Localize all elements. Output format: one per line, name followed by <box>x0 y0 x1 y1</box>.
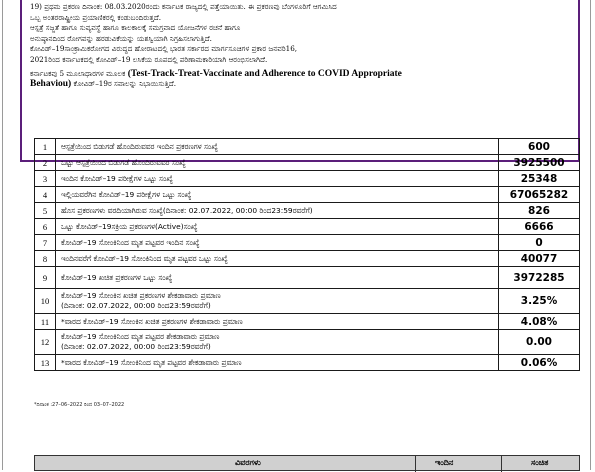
intro-line: ಕೋವಿಡ್–19ಸಾಂಕ್ರಾಮಿಕರೋಗದ ವಿರುದ್ಧದ ಹೋರಾಟದಲ್ಲಿ ಭಾರತ ಸರ್ಕಾರದ ಮಾರ್ಗಸೂಚಿಗಳ ಪ್ರಕಾರ ಜನವರಿ16, <box>30 44 298 54</box>
row-number: 6 <box>35 219 56 235</box>
row-number: 5 <box>35 203 56 219</box>
header-total: ಸಂಚಿತ <box>531 458 549 467</box>
row-number: 9 <box>35 267 56 289</box>
stats-row <box>35 251 580 267</box>
row-description <box>56 289 499 314</box>
stats-table <box>34 138 580 371</box>
row-number: 12 <box>35 330 56 355</box>
row-value: 0.06% <box>499 355 580 371</box>
description-line: ಕೋವಿಡ್–19 ಸೋಂಕಿನಿಂದ ಮೃತ ಪಟ್ಟವರ ಶೇಕಡಾವಾರು ಪ್ರಮಾಣ <box>61 332 220 341</box>
row-number: 4 <box>35 187 56 203</box>
row-description <box>56 314 499 330</box>
description-line: (ದಿನಾಂಕ: 02.07.2022, 00:00 ರಿಂದ23:59ರವರೆಗೆ) <box>61 342 211 351</box>
stats-row <box>35 355 580 371</box>
row-number: 2 <box>35 155 56 171</box>
row-description <box>56 330 499 355</box>
stats-row <box>35 330 580 355</box>
intro-line-suffix: ಕೋವಿಡ್–19ರ ಸವಾಲನ್ನು ನಿಭಾಯಿಸುತ್ತಿದೆ. <box>73 79 177 89</box>
row-value: 3972285 <box>499 267 580 289</box>
stats-row <box>35 171 580 187</box>
description-line: ಆಸ್ಪತ್ರೆಯಿಂದ ಬಿಡುಗಡೆ ಹೊಂದಿರುವವರ ಇಂದಿನ ಪ್ರಕರಣಗಳ ಸಂಖ್ಯೆ <box>61 141 218 151</box>
description-line: ಇಲ್ಲಿಯವರೆಗಿನ ಕೋವಿಡ್–19 ಪರೀಕ್ಷೆಗಳ ಒಟ್ಟು ಸಂಖ್ಯೆ <box>61 189 192 199</box>
row-value: 3.25% <box>499 289 580 314</box>
description-line: (ದಿನಾಂಕ: 02.07.2022, 00:00 ರಿಂದ23:59ರವರೆಗೆ) <box>61 301 211 310</box>
row-number: 3 <box>35 171 56 187</box>
intro-line-prefix: ಕರ್ನಾಟಕವು 5 ಮೂಲಾಧಾರಗಳ ಮೂಲಕ <box>30 68 126 78</box>
stats-row <box>35 155 580 171</box>
row-description <box>56 235 499 251</box>
row-description <box>56 267 499 289</box>
intro-line: ಆಸ್ಪತ್ರೆ ಸಜ್ಜತೆ ಹಾಗೂ ಸುವ್ಯವಸ್ಥೆ ಹಾಗೂ ಕಾಲಕಾಲಕ್ಕೆ ಸಮಗ್ರವಾದ ಯೋಜನೆಗಳ ರಚನೆ ಹಾಗೂ <box>30 23 241 33</box>
row-description <box>56 187 499 203</box>
row-value: 4.08% <box>499 314 580 330</box>
row-number: 1 <box>35 139 56 155</box>
intro-line <box>30 79 570 90</box>
details-table-header <box>34 455 580 471</box>
row-value: 67065282 <box>499 187 580 203</box>
description-line: ಕೋವಿಡ್–19 ಸೋಂಕಿನಿಂದ ಮೃತ ಪಟ್ಟವರ ಇಂದಿನ ಸಂಖ್ಯೆ <box>61 237 200 247</box>
row-number: 10 <box>35 289 56 314</box>
row-value: 0.00 <box>499 330 580 355</box>
row-value: 40077 <box>499 251 580 267</box>
row-description <box>56 251 499 267</box>
intro-line: ಒಬ್ಬ ಅಂತರರಾಷ್ಟ್ರೀಯ ಪ್ರಯಾಣಿಕರಲ್ಲಿ ಕಂಡುಬಂದಿರುತ್ತದೆ. <box>30 12 162 22</box>
intro-line <box>30 69 570 80</box>
stats-row <box>35 219 580 235</box>
description-line: *ವಾರದ ಕೋವಿಡ್–19 ಸೋಂಕಿನಿಂದ ಮೃತ ಪಟ್ಟವರ ಶೇಕಡಾವಾರು ಪ್ರಮಾಣ <box>61 357 242 367</box>
stats-row <box>35 203 580 219</box>
description-line: ಕೋವಿಡ್–19 ಸೋಂಕಿನ ಖಚಿತ ಪ್ರಕರಣಗಳ ಶೇಕಡಾವಾರು ಪ್ರಮಾಣ <box>61 291 221 300</box>
row-value: 6666 <box>499 219 580 235</box>
description-line: ಹೊಸ ಪ್ರಕರಣಗಳು ವರದಿಯಾಗಿರುವ ಸಂಖ್ಯೆ(ದಿನಾಂಕ: 02.07.2022, 00:00 ರಿಂದ23:59ರವರೆಗೆ) <box>61 205 313 215</box>
description-line: ಒಟ್ಟು ಕೋವಿಡ್–19ಸಕ್ರಿಯ ಪ್ರಕರಣಗಳ(Active)ಸಂಖ್ಯೆ <box>61 221 198 231</box>
stats-row <box>35 267 580 289</box>
row-description <box>56 171 499 187</box>
row-number: 7 <box>35 235 56 251</box>
intro-line: 19) ಪ್ರಥಮ ಪ್ರಕರಣ ದಿನಾಂಕ: 08.03.2020ರಂದು ಕರ್ನಾಟಕ ರಾಜ್ಯದಲ್ಲಿ ಪತ್ತೆಯಾಯಿತು. ಈ ಪ್ರಕರಣವು ಬೆಂಗಳೂರಿಗೆ ಆಗಮಿಸಿದ <box>30 2 337 11</box>
intro-line-bold: (Test-Track-Treat-Vaccinate and Adherence to COVID Appropriate <box>127 68 402 79</box>
intro-line: 2021ರಿಂದ ಕರ್ನಾಟಕದಲ್ಲಿ ಕೋವಿಡ್–19 ಲಸಿಕೆಯ ರೂಪದಲ್ಲಿ ಪರಿಣಾಮಕಾರಿಯಾಗಿ ಆರಂಭಿಸಲಾಗಿದೆ. <box>30 54 268 64</box>
purple-border-left <box>20 0 22 162</box>
row-number: 13 <box>35 355 56 371</box>
row-value: 826 <box>499 203 580 219</box>
row-number: 8 <box>35 251 56 267</box>
description-line: *ವಾರದ ಕೋವಿಡ್–19 ಸೋಂಕಿನ ಖಚಿತ ಪ್ರಕರಣಗಳ ಶೇಕಡಾವಾರು ಪ್ರಮಾಣ <box>61 316 243 326</box>
header-today: ಇಂದಿನ <box>435 458 454 467</box>
intro-line-bold: Behaviou) <box>30 79 72 90</box>
row-value: 25348 <box>499 171 580 187</box>
row-value: 600 <box>499 139 580 155</box>
description-line: ಇಂದಿನವರೆಗೆ ಕೋವಿಡ್–19 ಸೋಂಕಿನಿಂದ ಮೃತ ಪಟ್ಟವರ ಒಟ್ಟು ಸಂಖ್ಯೆ <box>61 253 228 263</box>
description-line: ಕೋವಿಡ್–19 ಖಚಿತ ಪ್ರಕರಣಗಳ ಒಟ್ಟು ಸಂಖ್ಯೆ <box>61 272 173 282</box>
row-description <box>56 355 499 371</box>
row-number: 11 <box>35 314 56 330</box>
description-line: ಇಂದಿನ ಕೋವಿಡ್–19 ಪರೀಕ್ಷೆಗಳ ಒಟ್ಟು ಸಂಖ್ಯೆ <box>61 173 173 183</box>
row-value: 0 <box>499 235 580 251</box>
stats-row <box>35 289 580 314</box>
stats-row <box>35 314 580 330</box>
intro-line: ಅನುಷ್ಠಾನದಿಂದ ರೋಗವನ್ನು ಹರಡುವಿಕೆಯನ್ನು ಯಶಸ್ವಿಯಾಗಿ ನಿಗ್ರಹಿಸಲಾಗುತ್ತಿದೆ. <box>30 33 212 43</box>
row-description <box>56 219 499 235</box>
row-description <box>56 203 499 219</box>
row-description <box>56 155 499 171</box>
intro-paragraph <box>30 2 570 90</box>
row-description <box>56 139 499 155</box>
stats-row <box>35 235 580 251</box>
description-line: ಒಟ್ಟು ಆಸ್ಪತ್ರೆಯಿಂದ ಬಿಡುಗಡೆ ಹೊಂದಿರುವವರ ಸಂಖ್ಯೆ <box>61 157 186 167</box>
stats-row <box>35 139 580 155</box>
footnote: *ದಿನಾಂಕ :27–06–2022 ರಿಂದ 03–07–2022 <box>34 402 125 408</box>
header-details: ವಿವರಗಳು <box>235 458 261 467</box>
row-value: 3925500 <box>499 155 580 171</box>
stats-row <box>35 187 580 203</box>
